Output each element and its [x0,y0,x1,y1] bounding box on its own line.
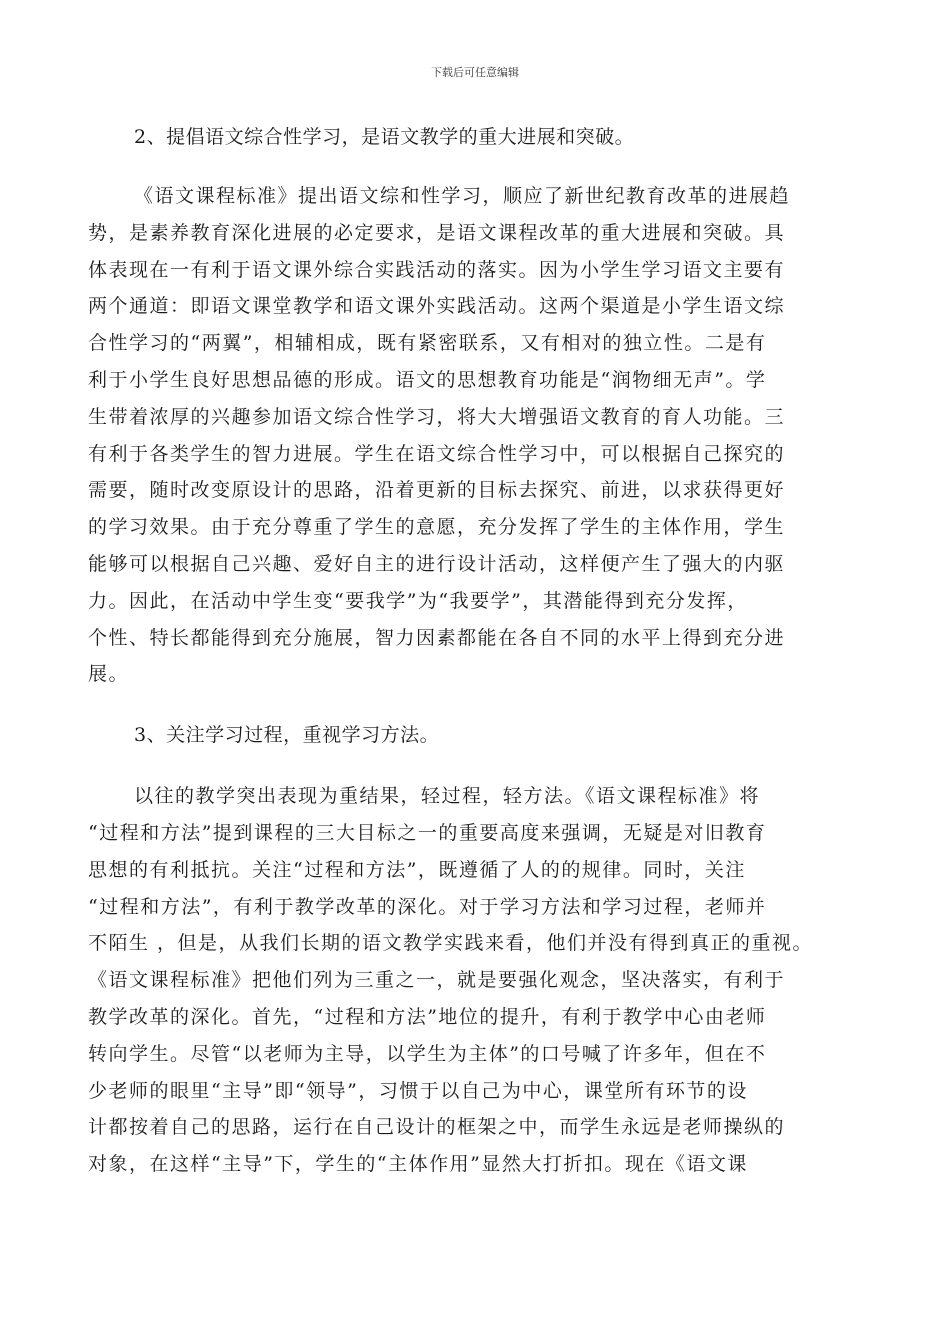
header-note: 下载后可任意编辑 [431,66,519,79]
paragraph-line: 的学习效果。由于充分尊重了学生的意愿，充分发挥了学生的主体作用，学生 [88,516,786,539]
paragraph-line: 以往的教学突出表现为重结果，轻过程，轻方法。《语文课程标准》将 [134,785,761,808]
paragraph-line: 力。因此，在活动中学生变“要我学”为“我要学”，其潜能得到充分发挥， [88,589,748,612]
paragraph-line: 《语文课程标准》把他们列为三重之一，就是要强化观念，坚决落实，有利于 [88,969,786,992]
paragraph-line: 转向学生。尽管“以老师为主导，以学生为主体”的口号喊了许多年，但在不 [88,1042,767,1065]
paragraph-line: 计都按着自己的思路，运行在自己设计的框架之中，而学生永远是老师操纵的 [88,1116,786,1139]
paragraph-line: 有利于各类学生的智力进展。学生在语文综合性学习中，可以根据自己探究的 [88,442,786,465]
paragraph-line: 能够可以根据自己兴趣、爱好自主的进行设计活动，这样便产生了强大的内驱 [88,552,786,575]
section-2-paragraph [88,178,858,693]
paragraph-line: “过程和方法”，有利于教学改革的深化。对于学习方法和学习过程，老师并 [88,895,767,918]
paragraph-line: 势，是素养教育深化进展的必定要求，是语文课程改革的重大进展和突破。具 [88,221,786,244]
paragraph-line: 生带着浓厚的兴趣参加语文综合性学习，将大大增强语文教育的育人功能。三 [88,405,786,428]
document-body [88,118,858,1183]
section-3-heading: 3、关注学习过程，重视学习方法。 [134,724,440,747]
paragraph-line: 思想的有利抵抗。关注“过程和方法”，既遵循了人的的规律。同时，关注 [88,858,746,881]
paragraph-line: “过程和方法”提到课程的三大目标之一的重要高度来强调，无疑是对旧教育 [88,821,767,844]
paragraph-line: 利于小学生良好思想品德的形成。语文的思想教育功能是“润物细无声”。学 [88,368,767,391]
paragraph-line: 体表现在一有利于语文课外综合实践活动的落实。因为小学生学习语文主要有 [88,258,786,281]
paragraph-line: 需要，随时改变原设计的思路，沿着更新的目标去探究、前进，以求获得更好 [88,479,786,502]
paragraph-line: 对象，在这样“主导”下，学生的“主体作用”显然大打折扣。现在《语文课 [88,1153,748,1176]
paragraph-line: 个性、特长都能得到充分施展，智力因素都能在各自不同的水平上得到充分进 [88,626,786,649]
paragraph-line: 《语文课程标准》提出语文综和性学习，顺应了新世纪教育改革的进展趋 [134,185,791,207]
paragraph-line: 展。 [88,663,130,686]
paragraph-line: 少老师的眼里“主导”即“领导”，习惯于以自己为中心，课堂所有环节的设 [88,1079,748,1102]
paragraph-line: 合性学习的“两翼”，相辅相成，既有紧密联系，又有相对的独立性。二是有 [88,332,767,355]
section-3-paragraph [88,778,858,1183]
paragraph-line: 不陌生 ，但是，从我们长期的语文教学实践来看，他们并没有得到真正的重视。 [88,932,814,955]
paragraph-line: 教学改革的深化。首先，“过程和方法”地位的提升，有利于教学中心由老师 [88,1005,767,1028]
section-2-heading: 2、提倡语文综合性学习，是语文教学的重大进展和突破。 [134,126,635,148]
paragraph-line: 两个通道：即语文课堂教学和语文课外实践活动。这两个渠道是小学生语文综 [88,295,786,318]
